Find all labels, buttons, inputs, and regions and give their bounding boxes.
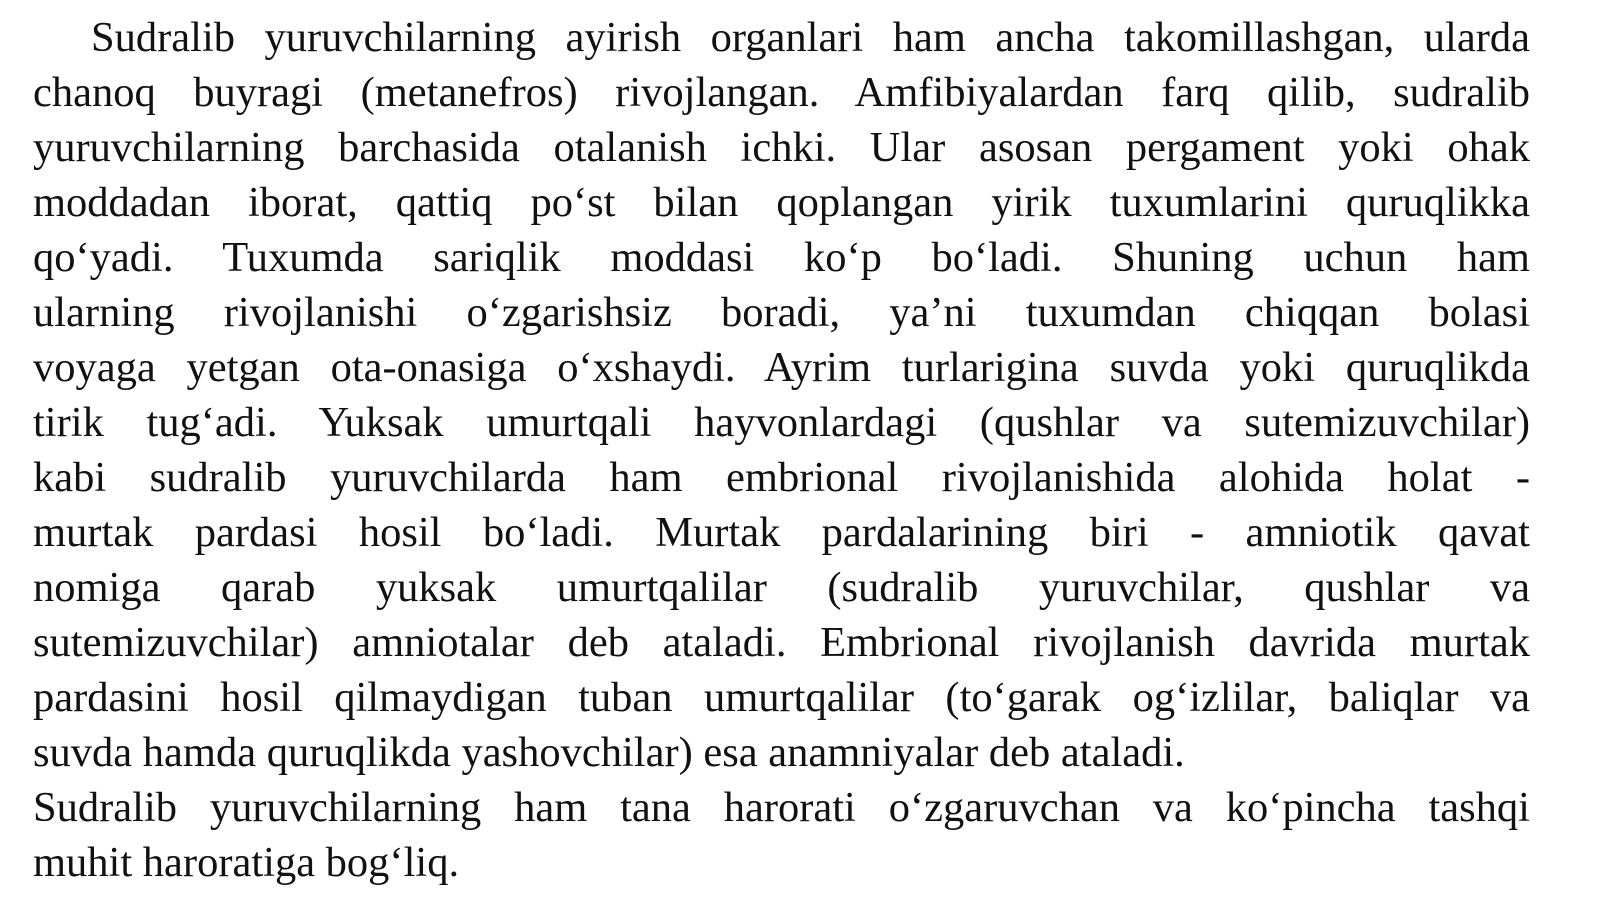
- text-line: qo‘yadi. Tuxumda sariqlik moddasi ko‘p bo‘ladi. Shuning uchun ham: [33, 234, 1530, 281]
- text-line: muhit haroratiga bog‘liq.: [33, 839, 460, 886]
- text-line: nomiga qarab yuksak umurtqalilar (sudralib yuruvchilar, qushlar va: [33, 564, 1530, 611]
- text-line: Sudralib yuruvchilarning ham tana harorati o‘zgaruvchan va ko‘pincha tashqi: [33, 784, 1530, 831]
- paragraph-reptile-excretion-reproduction: [33, 10, 1530, 780]
- text-line: pardasini hosil qilmaydigan tuban umurtqalilar (to‘garak og‘izlilar, baliqlar va: [33, 674, 1530, 721]
- text-line: ularning rivojlanishi o‘zgarishsiz boradi, ya’ni tuxumdan chiqqan bolasi: [33, 289, 1530, 336]
- paragraph-body-temperature: [33, 780, 1530, 890]
- document-page: [33, 10, 1530, 890]
- text-line: sutemizuvchilar) amniotalar deb ataladi. Embrional rivojlanish davrida murtak: [33, 619, 1530, 666]
- text-line: suvda hamda quruqlikda yashovchilar) esa anamniyalar deb ataladi.: [33, 729, 1185, 776]
- text-line: yuruvchilarning barchasida otalanish ichki. Ular asosan pergament yoki ohak: [33, 124, 1530, 171]
- text-line: chanoq buyragi (metanefros) rivojlangan. Amfibiyalardan farq qilib, sudralib: [33, 69, 1530, 116]
- text-line: Sudralib yuruvchilarning ayirish organlari ham ancha takomillashgan, ularda: [91, 14, 1530, 61]
- text-line: tirik tug‘adi. Yuksak umurtqali hayvonlardagi (qushlar va sutemizuvchilar): [33, 399, 1530, 446]
- text-line: voyaga yetgan ota-onasiga o‘xshaydi. Ayrim turlarigina suvda yoki quruqlikda: [33, 344, 1530, 391]
- text-line: murtak pardasi hosil bo‘ladi. Murtak pardalarining biri - amniotik qavat: [33, 509, 1530, 556]
- text-line: moddadan iborat, qattiq po‘st bilan qoplangan yirik tuxumlarini quruqlikka: [33, 179, 1530, 226]
- text-line: kabi sudralib yuruvchilarda ham embrional rivojlanishida alohida holat -: [33, 454, 1530, 501]
